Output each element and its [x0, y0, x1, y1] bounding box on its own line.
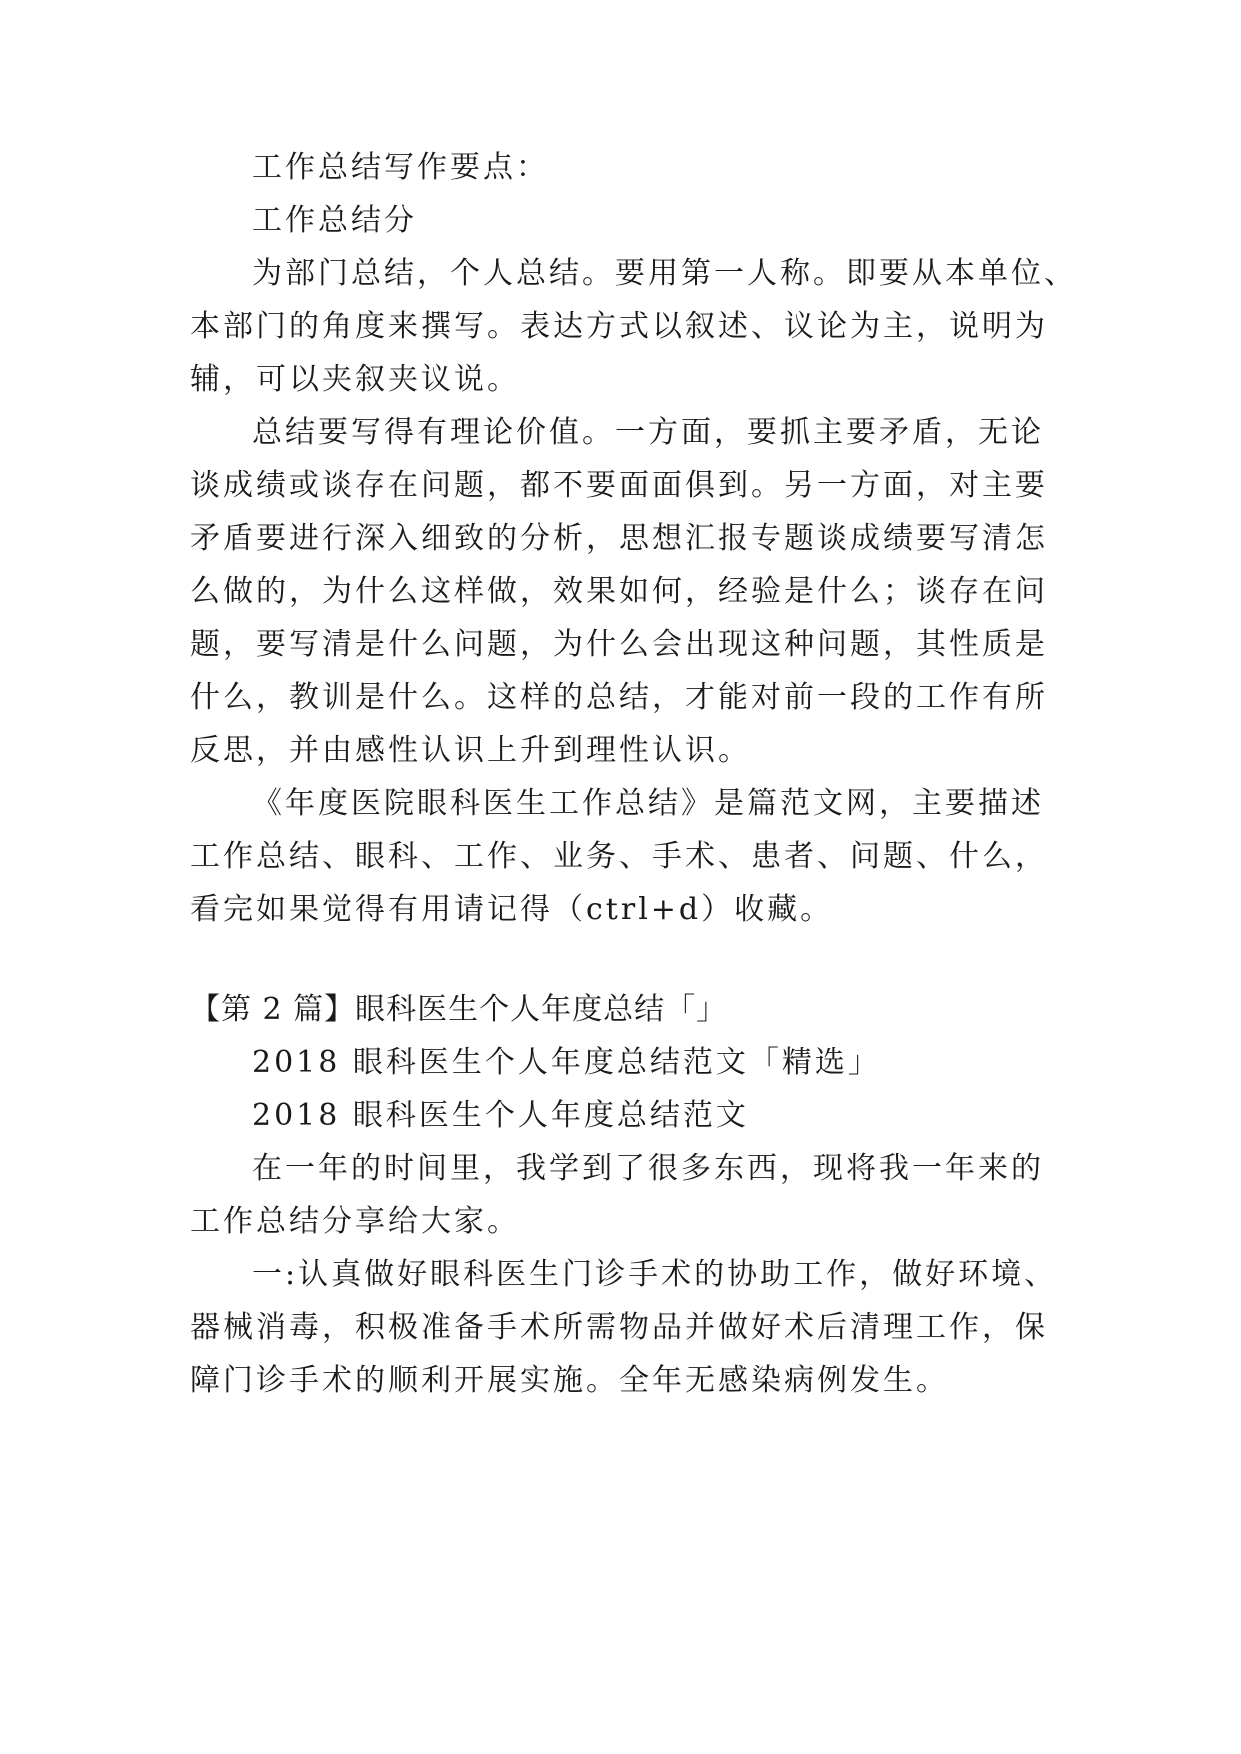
text-line: 谈成绩或谈存在问题，都不要面面俱到。另一方面，对主要	[190, 468, 1048, 503]
text-line: 工作总结、眼科、工作、业务、手术、患者、问题、什么，	[190, 839, 1048, 874]
text-line: 工作总结分	[252, 203, 417, 238]
text-line: 在一年的时间里，我学到了很多东西，现将我一年来的	[252, 1151, 1044, 1186]
text-line: 2018 眼科医生个人年度总结范文「精选」	[252, 1045, 881, 1080]
text-line: 工作总结写作要点：	[252, 150, 549, 185]
text-line: 工作总结分享给大家。	[190, 1204, 520, 1239]
text-line: 矛盾要进行深入细致的分析，思想汇报专题谈成绩要写清怎	[190, 521, 1048, 556]
text-line: 本部门的角度来撰写。表达方式以叙述、议论为主，说明为	[190, 309, 1048, 344]
text-line: 么做的，为什么这样做，效果如何，经验是什么；谈存在问	[190, 574, 1048, 609]
text-line: 辅，可以夹叙夹议说。	[190, 362, 520, 397]
section-heading: 【第 2 篇】眼科医生个人年度总结「」	[190, 992, 728, 1027]
text-line: 障门诊手术的顺利开展实施。全年无感染病例发生。	[190, 1363, 949, 1398]
text-line: 一:认真做好眼科医生门诊手术的协助工作，做好环境、	[252, 1257, 1058, 1292]
text-line: 看完如果觉得有用请记得（ctrl+d）收藏。	[190, 892, 834, 927]
text-line: 为部门总结，个人总结。要用第一人称。即要从本单位、	[252, 256, 1077, 291]
text-line: 什么，教训是什么。这样的总结，才能对前一段的工作有所	[190, 680, 1048, 715]
text-line: 《年度医院眼科医生工作总结》是篇范文网，主要描述	[252, 786, 1044, 821]
text-line: 反思，并由感性认识上升到理性认识。	[190, 733, 751, 768]
text-line: 器械消毒，积极准备手术所需物品并做好术后清理工作，保	[190, 1310, 1048, 1345]
text-line: 2018 眼科医生个人年度总结范文	[252, 1098, 749, 1133]
text-line: 题，要写清是什么问题，为什么会出现这种问题，其性质是	[190, 627, 1048, 662]
text-line: 总结要写得有理论价值。一方面，要抓主要矛盾，无论	[252, 415, 1044, 450]
